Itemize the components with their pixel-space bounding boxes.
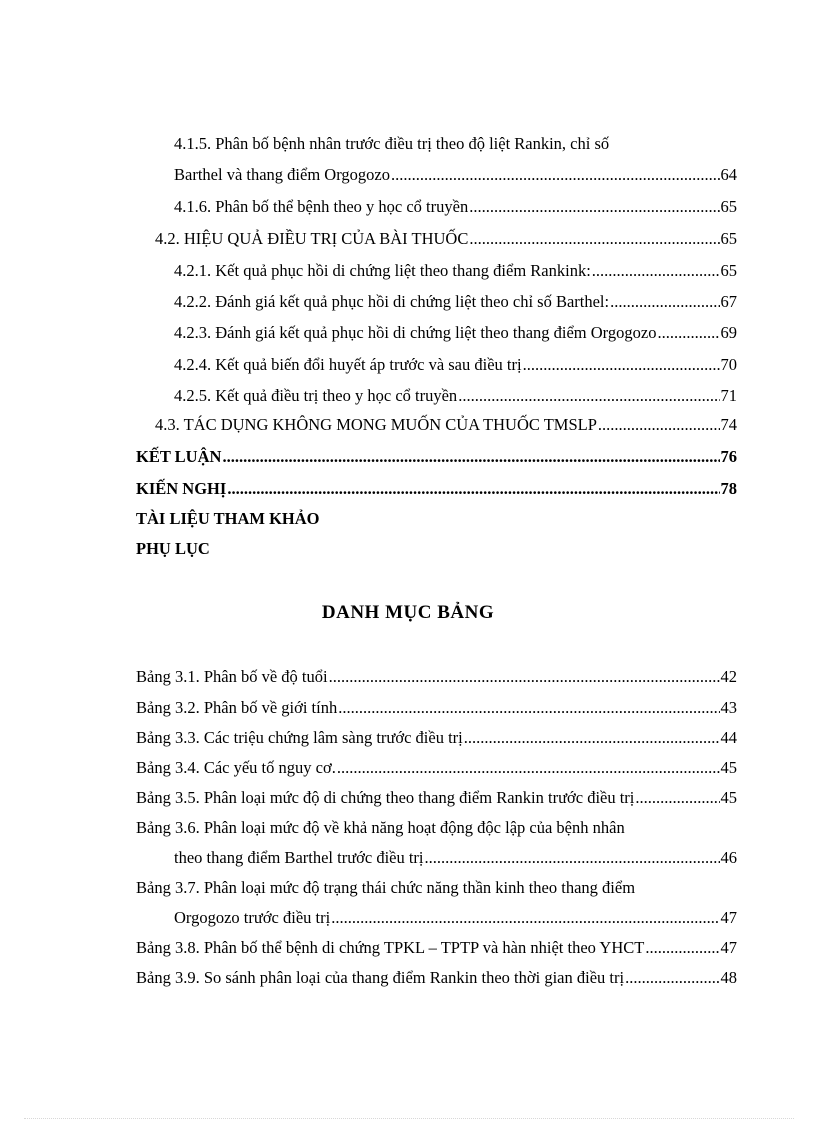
page-number: 47 [720,908,737,927]
toc-entry-4-2-3[interactable]: 4.2.3. Đánh giá kết quả phục hồi di chứng liệt theo thang điểm Orgogozo ..... 69 [174,322,737,344]
table-entry-3-4[interactable]: Bảng 3.4. Các yếu tố nguy cơ. ..... 45 [136,757,737,779]
toc-entry-4-2[interactable]: 4.2. HIỆU QUẢ ĐIỀU TRỊ CỦA BÀI THUỐC ..... 65 [155,228,737,250]
page-number: 44 [720,728,737,747]
table-entry-3-6-line1: Bảng 3.6. Phân loại mức độ về khả năng hoạt động độc lập của bệnh nhân [136,818,625,837]
table-entry-3-8[interactable]: Bảng 3.8. Phân bố thể bệnh di chứng TPKL – TPTP và hàn nhiệt theo YHCT ..... 47 [136,937,737,959]
page-number: 43 [720,698,737,717]
page-number: 65 [720,261,737,280]
toc-entry-4-3[interactable]: 4.3. TÁC DỤNG KHÔNG MONG MUỐN CỦA THUỐC TMSLP ..... 74 [155,414,737,436]
page-number: 46 [720,848,737,867]
toc-entry-4-1-5-line1: 4.1.5. Phân bố bệnh nhân trước điều trị theo độ liệt Rankin, chỉ số [174,134,610,153]
page-number: 42 [720,667,737,686]
table-entry-3-3[interactable]: Bảng 3.3. Các triệu chứng lâm sàng trước điều trị ..... 44 [136,727,737,749]
toc-entry-4-1-5[interactable]: Barthel và thang điểm Orgogozo ..... 64 [174,164,737,186]
page-number: 69 [720,323,737,342]
table-entry-3-6[interactable]: theo thang điểm Barthel trước điều trị ..... 46 [174,847,737,869]
page-number: 71 [720,386,737,405]
page-number: 65 [720,229,737,248]
table-entry-3-9[interactable]: Bảng 3.9. So sánh phân loại của thang điểm Rankin theo thời gian điều trị ..... 48 [136,967,737,989]
page-number: 45 [720,788,737,807]
page-number: 64 [720,165,737,184]
page-number: 76 [720,447,737,466]
toc-entry-kien-nghi[interactable]: KIẾN NGHỊ ..... 78 [136,478,737,500]
page-bottom-divider [24,1118,794,1119]
page-number: 47 [720,938,737,957]
toc-entry-4-2-4[interactable]: 4.2.4. Kết quả biến đổi huyết áp trước và sau điều trị ..... 70 [174,354,737,376]
page-number: 48 [720,968,737,987]
toc-entry-4-2-2[interactable]: 4.2.2. Đánh giá kết quả phục hồi di chứng liệt theo chỉ số Barthel: ..... 67 [174,291,737,313]
toc-entry-4-2-1[interactable]: 4.2.1. Kết quả phục hồi di chứng liệt theo thang điểm Rankink: ..... 65 [174,260,737,282]
list-of-tables-title: DANH MỤC BẢNG [321,602,495,623]
page-number: 65 [720,197,737,216]
table-entry-3-7[interactable]: Orgogozo trước điều trị ..... 47 [174,907,737,929]
table-entry-3-7-line1: Bảng 3.7. Phân loại mức độ trạng thái chức năng thần kinh theo thang điểm [136,878,636,897]
page-number: 67 [720,292,737,311]
table-entry-3-1[interactable]: Bảng 3.1. Phân bố về độ tuổi ..... 42 [136,666,737,688]
toc-entry-4-1-6[interactable]: 4.1.6. Phân bố thể bệnh theo y học cổ truyền ..... 65 [174,196,737,218]
toc-entry-ket-luan[interactable]: KẾT LUẬN ..... 76 [136,446,737,468]
page-number: 78 [720,479,737,498]
table-entry-3-2[interactable]: Bảng 3.2. Phân bố về giới tính ..... 43 [136,697,737,719]
toc-entry-phu-luc[interactable]: PHỤ LỤC [136,539,210,558]
page-number: 74 [720,415,737,434]
table-entry-3-5[interactable]: Bảng 3.5. Phân loại mức độ di chứng theo thang điểm Rankin trước điều trị ..... 45 [136,787,737,809]
toc-entry-4-2-5[interactable]: 4.2.5. Kết quả điều trị theo y học cổ truyền ..... 71 [174,385,737,407]
page-number: 45 [720,758,737,777]
page-number: 70 [720,355,737,374]
toc-entry-tai-lieu-tham-khao[interactable]: TÀI LIỆU THAM KHẢO [136,509,320,528]
